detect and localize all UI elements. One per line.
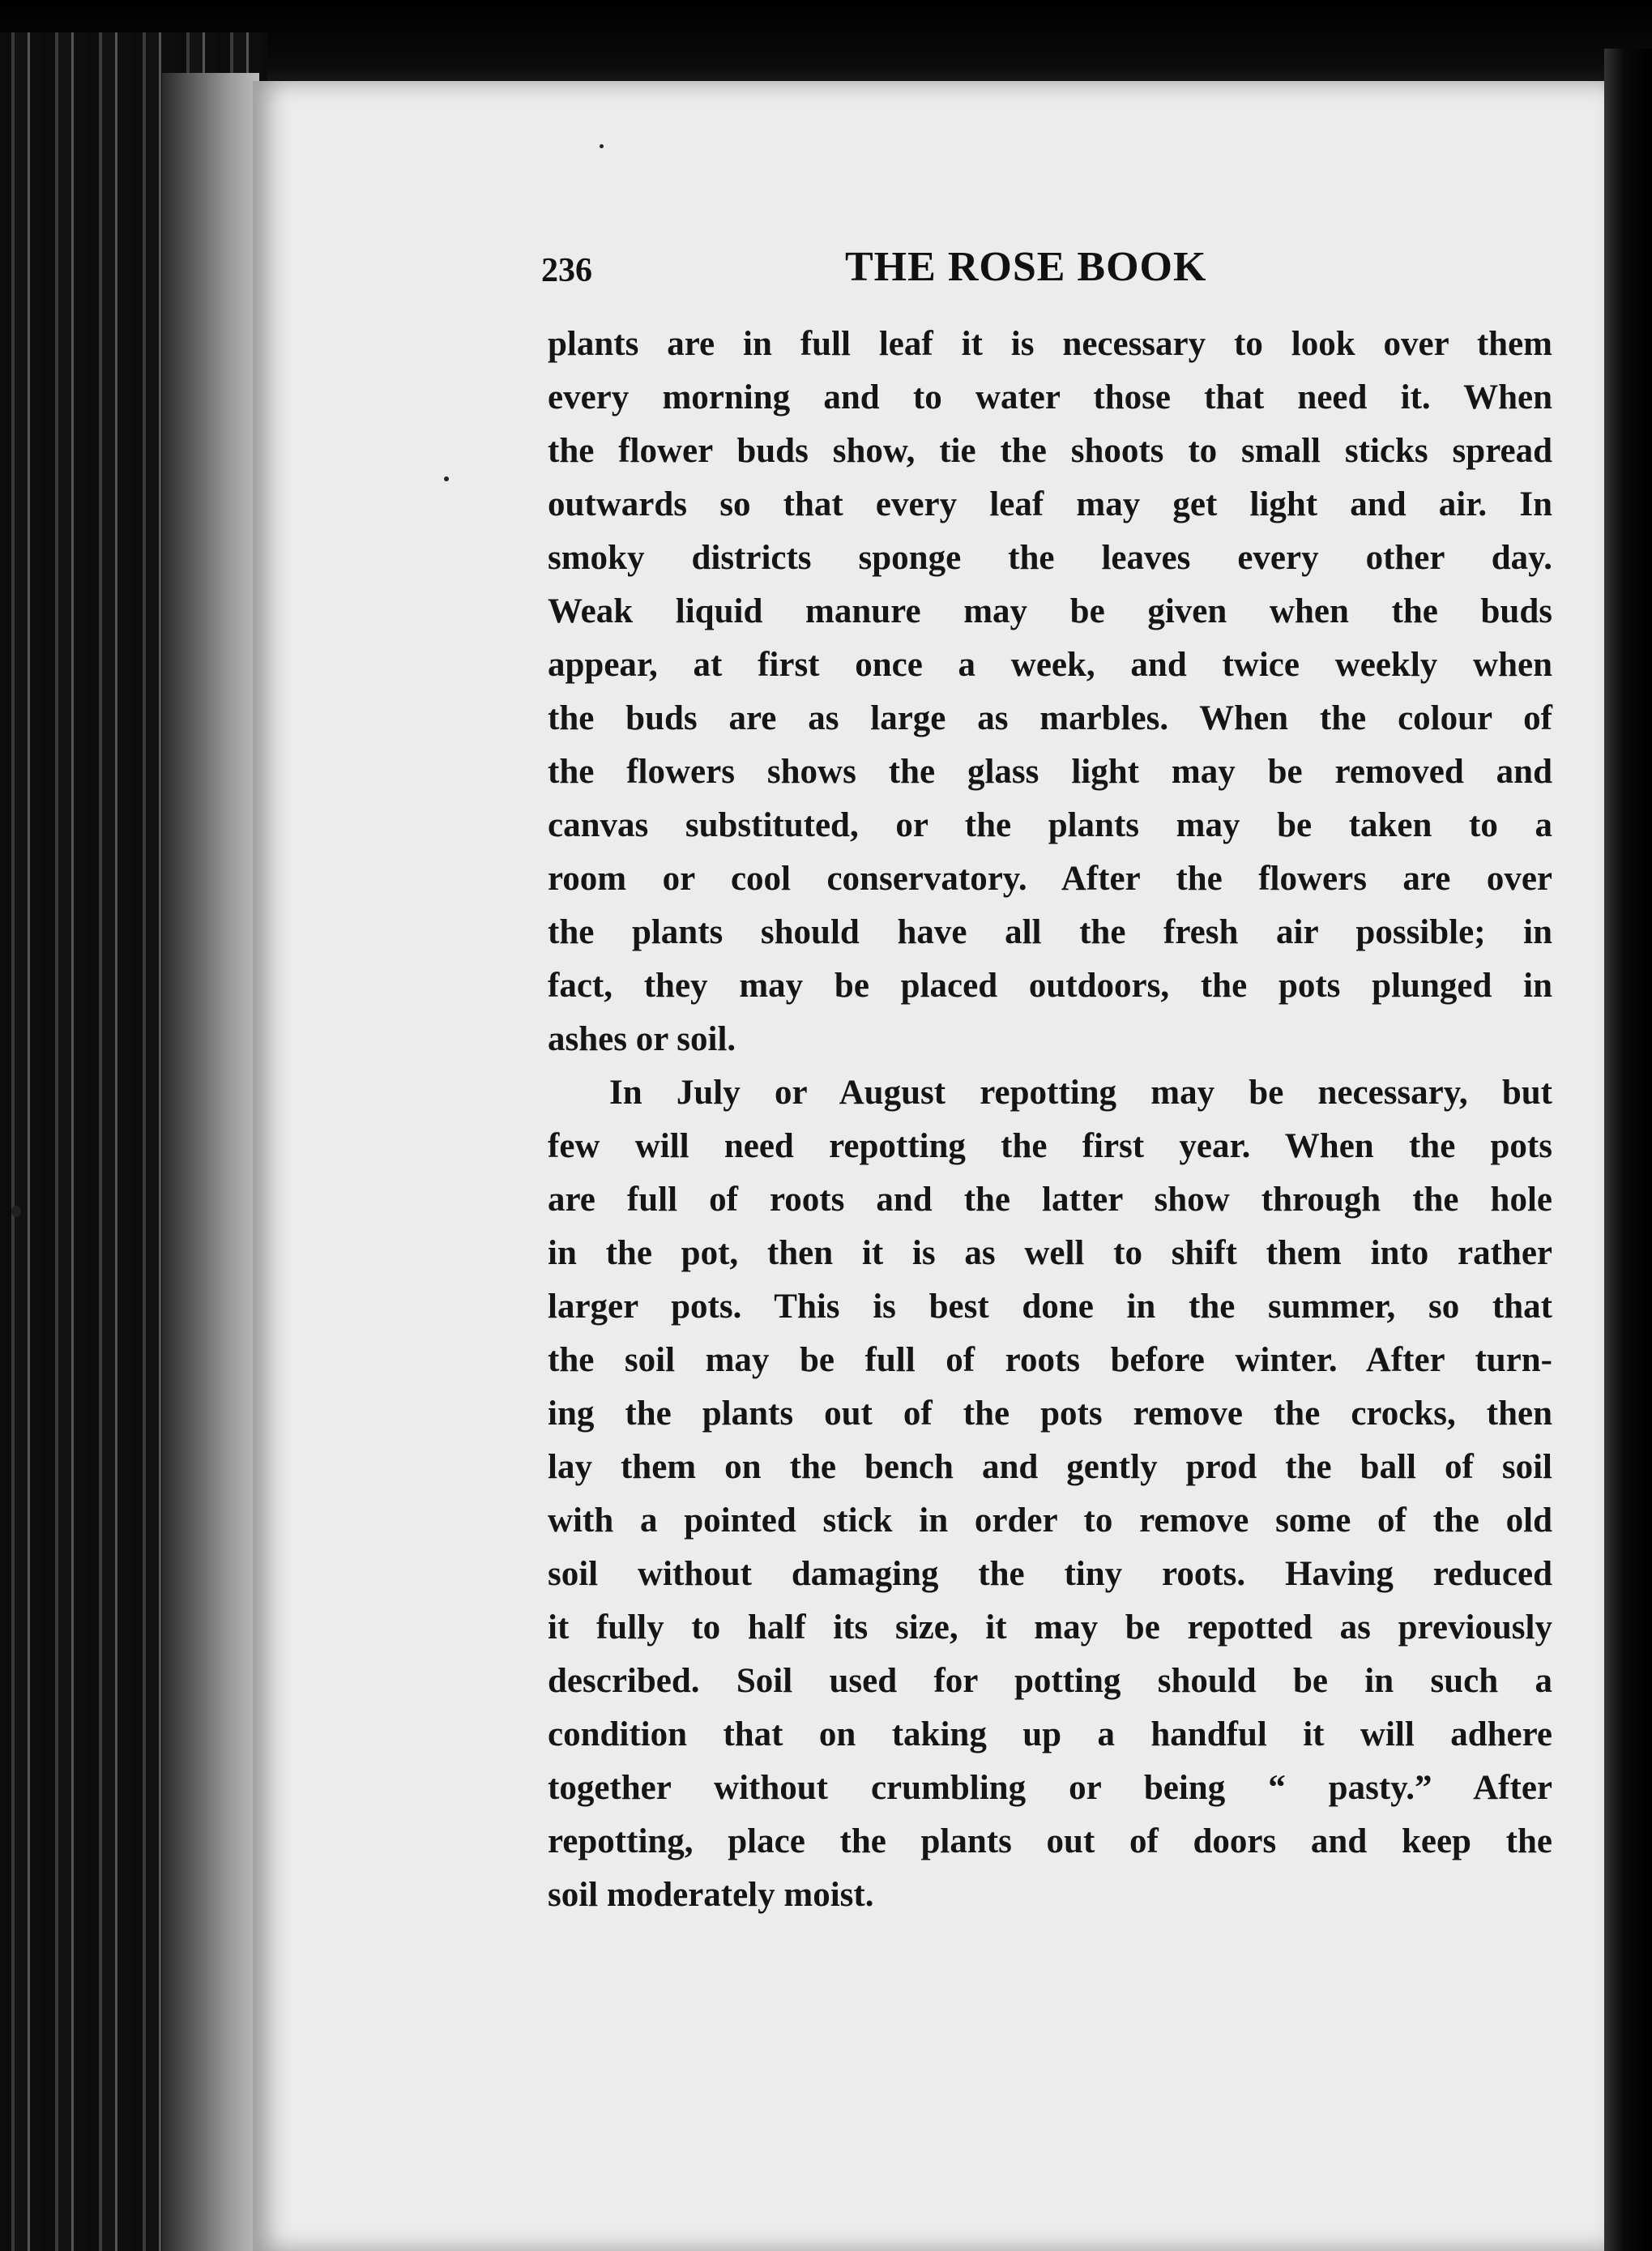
text-line: room or cool conservatory. After the flowers are over (548, 860, 1552, 898)
running-head (541, 243, 1254, 308)
dust-speck (444, 476, 449, 481)
body-text (548, 318, 1552, 1922)
page-curl-edge (162, 73, 259, 2251)
text-line: appear, at first once a week, and twice weekly when (548, 646, 1552, 684)
book-title: THE ROSE BOOK (845, 244, 1207, 290)
text-line: soil without damaging the tiny roots. Having reduced (548, 1555, 1552, 1593)
dust-speck (600, 144, 604, 148)
text-line: the flowers shows the glass light may be removed and (548, 753, 1552, 791)
text-line: canvas substituted, or the plants may be taken to a (548, 806, 1552, 844)
right-binding-edge (1604, 49, 1652, 2251)
text-line: larger pots. This is best done in the summer, so that (548, 1288, 1552, 1326)
text-line: repotting, place the plants out of doors and keep the (548, 1822, 1552, 1860)
text-line: soil moderately moist. (548, 1876, 874, 1914)
text-line: condition that on taking up a handful it will adhere (548, 1715, 1552, 1753)
text-line: smoky districts sponge the leaves every other day. (548, 539, 1552, 577)
text-line: every morning and to water those that need it. When (548, 378, 1552, 416)
text-line: In July or August repotting may be necessary, but (609, 1074, 1552, 1112)
text-line: few will need repotting the first year. When the pots (548, 1127, 1552, 1165)
text-line: it fully to half its size, it may be repotted as previously (548, 1608, 1552, 1647)
text-line: the soil may be full of roots before winter. After turn- (548, 1341, 1552, 1379)
paragraph-2 (548, 1066, 1552, 1922)
text-line: the flower buds show, tie the shoots to small sticks spread (548, 432, 1552, 470)
text-line: in the pot, then it is as well to shift them into rather (548, 1234, 1552, 1272)
text-line: the plants should have all the fresh air possible; in (548, 913, 1552, 951)
text-line: the buds are as large as marbles. When the colour of (548, 699, 1552, 737)
text-line: are full of roots and the latter show through the hole (548, 1181, 1552, 1219)
page-number: 236 (541, 252, 592, 289)
paragraph-1 (548, 318, 1552, 1066)
text-line: plants are in full leaf it is necessary to look over them (548, 325, 1552, 363)
text-line: outwards so that every leaf may get light and air. In (548, 485, 1552, 523)
text-line: fact, they may be placed outdoors, the pots plunged in (548, 967, 1552, 1005)
text-line: Weak liquid manure may be given when the buds (548, 592, 1552, 630)
text-line: together without crumbling or being “ pasty.” After (548, 1769, 1552, 1807)
text-line: ashes or soil. (548, 1020, 736, 1058)
dust-speck (11, 1206, 21, 1217)
text-line: ing the plants out of the pots remove the crocks, then (548, 1395, 1552, 1433)
text-line: lay them on the bench and gently prod the ball of soil (548, 1448, 1552, 1486)
text-line: with a pointed stick in order to remove some of the old (548, 1501, 1552, 1540)
text-line: described. Soil used for potting should be in such a (548, 1662, 1552, 1700)
